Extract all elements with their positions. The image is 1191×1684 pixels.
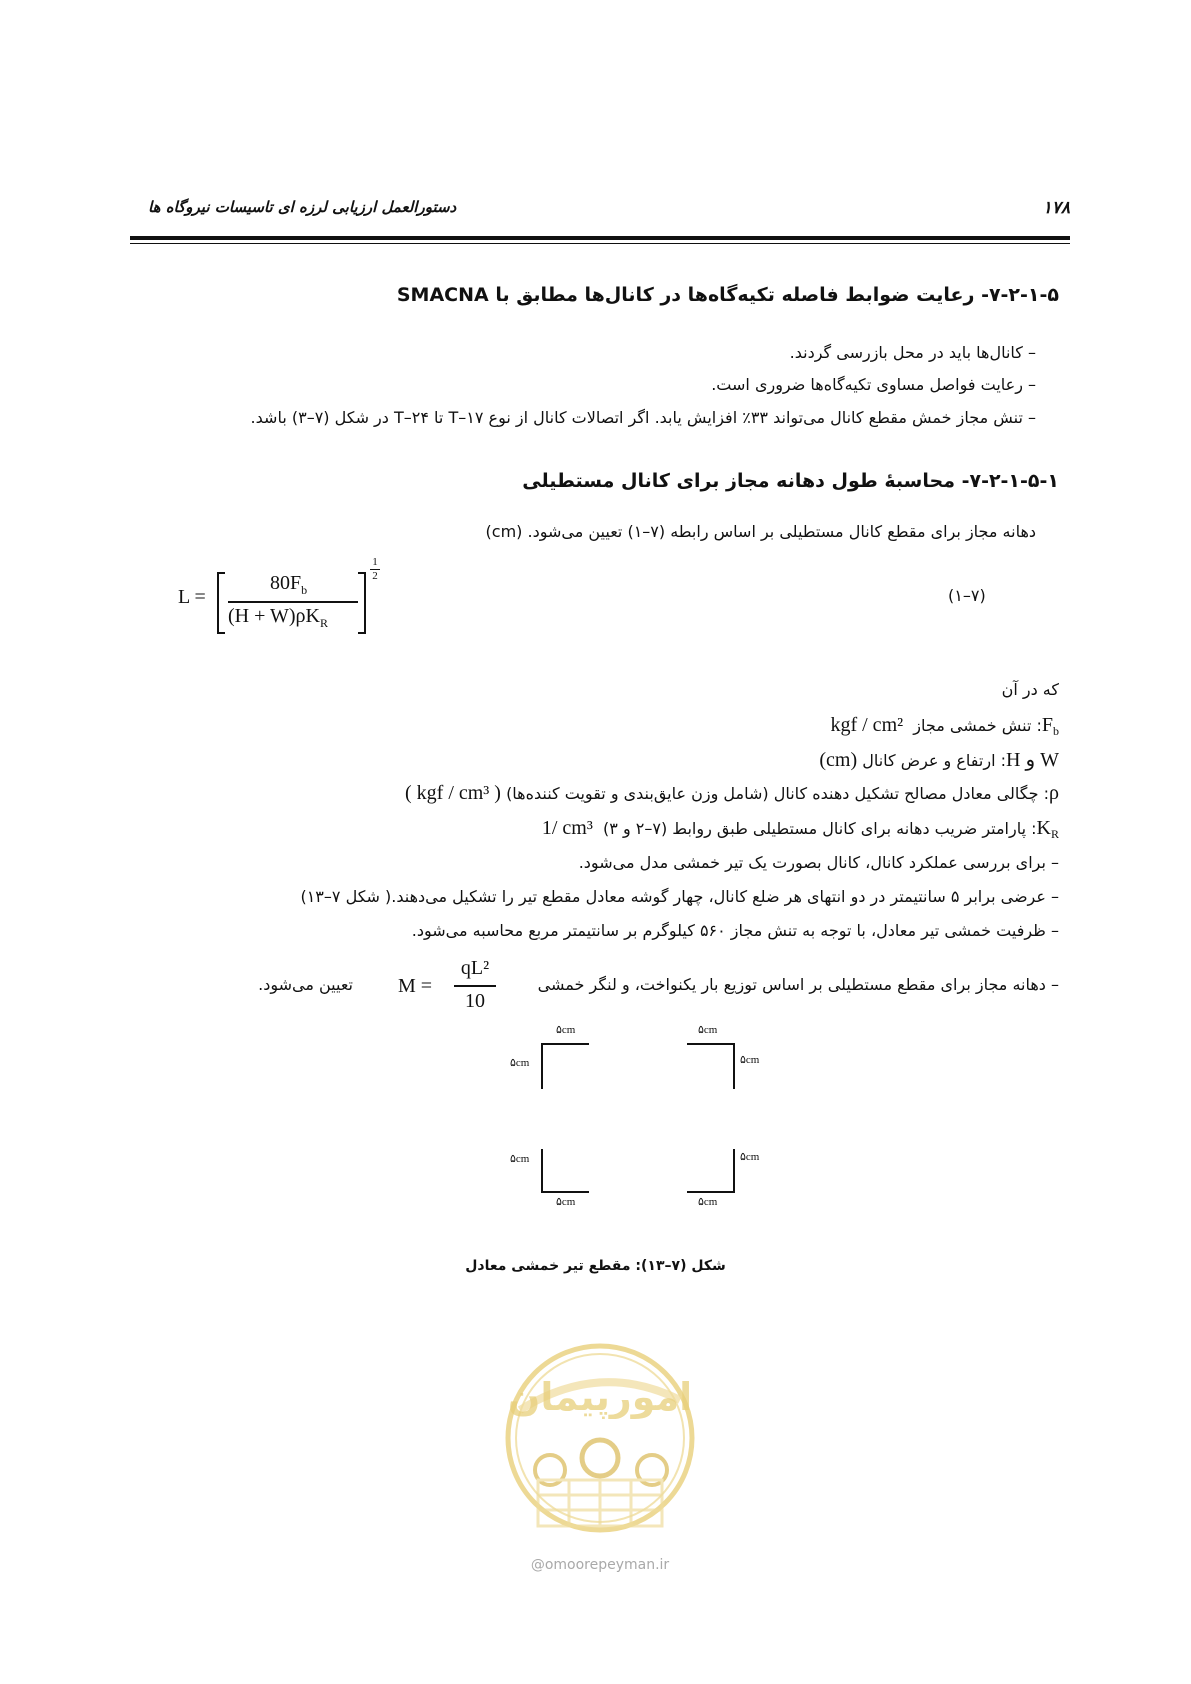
- bullet-item: – کانال‌ها باید در محل بازرسی گردند.: [789, 343, 1036, 362]
- header-rule-thick: [130, 236, 1070, 240]
- corner-bottom-left-horizontal: [541, 1191, 589, 1193]
- corner-bottom-right-horizontal: [687, 1191, 735, 1193]
- definition-hw: W و H: ارتفاع و عرض کانال (cm): [819, 749, 1059, 771]
- equation-denominator: $(H + W)\rho K_R$: [228, 605, 328, 630]
- fraction-bar: [228, 601, 358, 603]
- watermark-logo-text: امورپیمان: [507, 1375, 693, 1419]
- dim-label: ۵cm: [556, 1196, 576, 1208]
- dim-label: ۵cm: [698, 1196, 718, 1208]
- corner-bottom-left-vertical: [541, 1149, 543, 1193]
- note-item: – ظرفیت خمشی تیر معادل، با توجه به تنش مجاز ۵۶۰ کیلوگرم بر سانتیمتر مربع محاسبه می‌شود.: [411, 921, 1059, 940]
- left-bracket-bottom: [217, 632, 225, 634]
- where-label: که در آن: [1001, 680, 1059, 699]
- definition-kr: $K_R$: پارامتر ضریب دهانه برای کانال مستطیلی طبق روابط (۷–۲ و ۳) 1/ cm³: [541, 817, 1059, 842]
- moment-note-after: تعیین می‌شود.: [258, 975, 353, 994]
- corner-bottom-right-vertical: [733, 1149, 735, 1193]
- intro-paragraph: دهانه مجاز برای مقطع کانال مستطیلی بر اساس رابطه (۷–۱) تعیین می‌شود. (cm): [485, 522, 1036, 541]
- dim-label: ۵cm: [556, 1024, 576, 1036]
- right-bracket-top: [358, 572, 366, 574]
- watermark-logo: [480, 1330, 720, 1550]
- corner-top-right-horizontal: [687, 1043, 735, 1045]
- moment-note-before: – دهانه مجاز برای مقطع مستطیلی بر اساس توزیع بار یکنواخت، و لنگر خمشی: [537, 975, 1059, 994]
- corner-top-left-horizontal: [541, 1043, 589, 1045]
- moment-formula-den: 10: [465, 990, 485, 1012]
- equation-exponent: 1 2: [370, 556, 380, 582]
- page-number: ۱۷۸: [1042, 198, 1070, 218]
- figure-caption: شکل (۷–۱۳): مقطع تیر خمشی معادل: [465, 1258, 726, 1274]
- left-bracket-top: [217, 572, 225, 574]
- equation-numerator: $80F_b$: [270, 572, 308, 597]
- dim-label: ۵cm: [510, 1153, 530, 1165]
- corner-top-right-vertical: [733, 1043, 735, 1089]
- dim-label: ۵cm: [740, 1151, 760, 1163]
- moment-formula-num: qL²: [460, 957, 490, 979]
- dim-label: ۵cm: [740, 1054, 760, 1066]
- definition-rho: ρ: چگالی معادل مصالح تشکیل دهنده کانال (شامل وزن عایق‌بندی و تقویت کننده‌ها) ( kgf / cm³ ): [405, 782, 1059, 804]
- bullet-item: – تنش مجاز خمش مقطع کانال می‌تواند ۳۳٪ افزایش یابد. اگر اتصالات کانال از نوع T–۱۷ تا T–۲۴ در شکل (۷–۳) باشد.: [250, 408, 1036, 427]
- note-item: – عرضی برابر ۵ سانتیمتر در دو انتهای هر ضلع کانال، چهار گوشه معادل مقطع تیر را تشکیل می‌دهند.( شکل ۷–۱۳): [300, 887, 1059, 906]
- bullet-item: – رعایت فواصل مساوی تکیه‌گاه‌ها ضروری است.: [711, 375, 1036, 394]
- running-title: دستورالعمل ارزیابی لرزه ای تاسیسات نیروگاه ها: [148, 198, 457, 216]
- watermark-url: @omoorepeyman.ir: [530, 1557, 670, 1573]
- dim-label: ۵cm: [698, 1024, 718, 1036]
- moment-formula-lhs: M =: [398, 975, 433, 997]
- subsection-heading: ۷-۲-۱-۵-۱- محاسبهٔ طول دهانه مجاز برای کانال مستطیلی: [522, 470, 1059, 492]
- note-item: – برای بررسی عملکرد کانال، کانال بصورت یک تیر خمشی مدل می‌شود.: [578, 853, 1059, 872]
- right-bracket: [364, 572, 366, 634]
- moment-fraction-bar: [454, 985, 496, 987]
- definition-fb: $F_b$: تنش خمشی مجاز kgf / cm²: [830, 714, 1059, 739]
- equation-number: (۷–۱): [948, 586, 986, 605]
- corner-top-left-vertical: [541, 1043, 543, 1089]
- right-bracket-bottom: [358, 632, 366, 634]
- header-rule-thin: [130, 243, 1070, 244]
- dim-label: ۵cm: [510, 1057, 530, 1069]
- left-bracket: [217, 572, 219, 634]
- section-heading: ۷-۲-۱-۵- رعایت ضوابط فاصله تکیه‌گاه‌ها در کانال‌ها مطابق با SMACNA: [396, 284, 1059, 306]
- equation-lhs: L =: [178, 586, 206, 608]
